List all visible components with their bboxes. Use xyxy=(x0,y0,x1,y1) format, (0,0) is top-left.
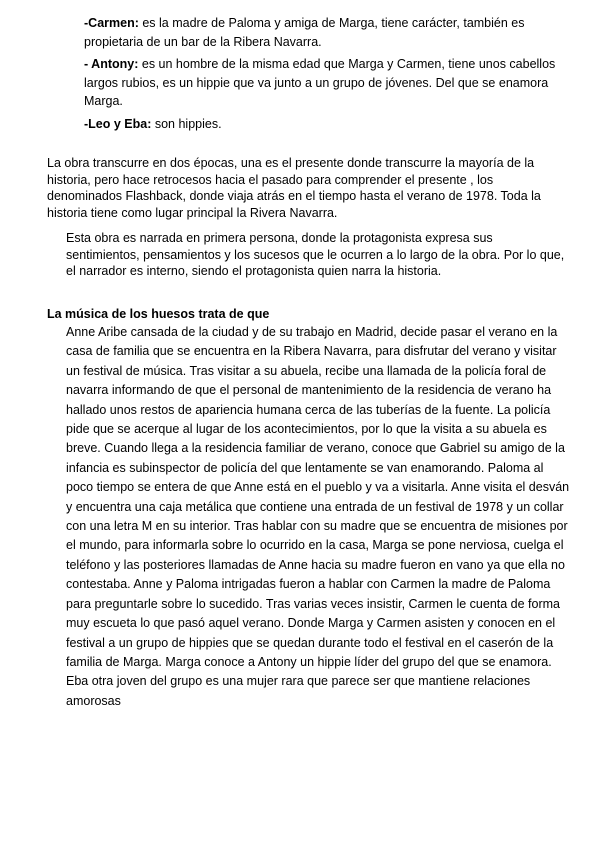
paragraph-epochs: La obra transcurre en dos épocas, una es el presente donde transcurre la mayoría de la historia, pero hace retrocesos hacia el pasado para comprender el presente , los denominados Flashback, donde viaja atrás en el tiempo hasta el verano de 1978. Toda la historia tiene como lugar principal la Rivera Navarra. xyxy=(47,156,541,220)
character-entry-antony xyxy=(84,55,564,111)
character-name: -Leo y Eba: xyxy=(84,117,152,131)
character-entry-leo-eba xyxy=(84,115,564,134)
character-name: -Carmen: xyxy=(84,16,139,30)
section-heading: La música de los huesos trata de que xyxy=(47,307,270,321)
character-name: - Antony: xyxy=(84,57,139,71)
character-entry-carmen xyxy=(84,14,564,51)
character-description: es un hombre de la misma edad que Marga y Carmen, tiene unos cabellos largos rubios, es un hippie que va junto a un grupo de jóvenes. Del que se enamora Marga. xyxy=(84,57,556,108)
paragraph-narrator: Esta obra es narrada en primera persona, donde la protagonista expresa sus sentimientos, pensamientos y los sucesos que le ocurren a lo largo de la obra. Por lo que, el narrador es interno, siendo el protagonista quien narra la historia. xyxy=(66,231,565,278)
character-description: es la madre de Paloma y amiga de Marga, tiene carácter, también es propietaria de un bar de la Ribera Navarra. xyxy=(84,16,525,49)
character-description: son hippies. xyxy=(151,117,222,131)
plot-summary: Anne Aribe cansada de la ciudad y de su trabajo en Madrid, decide pasar el verano en la casa de familia que se encuentra en la Ribera Navarra, para disfrutar del verano y visitar un festival de música. Tras visitar a su abuela, recibe una llamada de la policía foral de navarra informando de que el personal de mantenimiento de la residencia de verano ha hallado unos restos de apariencia humana cerca de las tuberías de la fuente. La policía pide que se acerque al lugar de los acontecimientos, por lo que la visita a su abuela es breve. Cuando llega a la residencia familiar de verano, conoce que Gabriel su amigo de la infancia es subinspector de policía del que lentamente se van enamorando. Paloma al poco tiempo se entera de que Anne está en el pueblo y va a visitarla. Anne visita el desván y encuentra una caja metálica que contiene una entrada de un festival de 1978 y un collar con una letra M en su interior. Tras hablar con su madre que se encuentra de misiones por el mundo, para informarla sobre lo ocurrido en la casa, Marga se pone nerviosa, cuelga el teléfono y las posteriores llamadas de Anne hacia su madre fueron en vano ya que ella no contestaba. Anne y Paloma intrigadas fueron a hablar con Carmen la madre de Paloma para preguntarle sobre lo sucedido. Tras varias veces insistir, Carmen le cuenta de forma muy escueta lo que pasó aquel verano. Donde Marga y Carmen asisten y conocen en el festival a un grupo de hippies que se quedan durante todo el festival en el caserón de la familia de Marga. Marga conoce a Antony un hippie líder del grupo del que se enamora. Eba otra joven del grupo es una mujer rara que parece ser que mantiene relaciones amorosas xyxy=(66,325,570,708)
